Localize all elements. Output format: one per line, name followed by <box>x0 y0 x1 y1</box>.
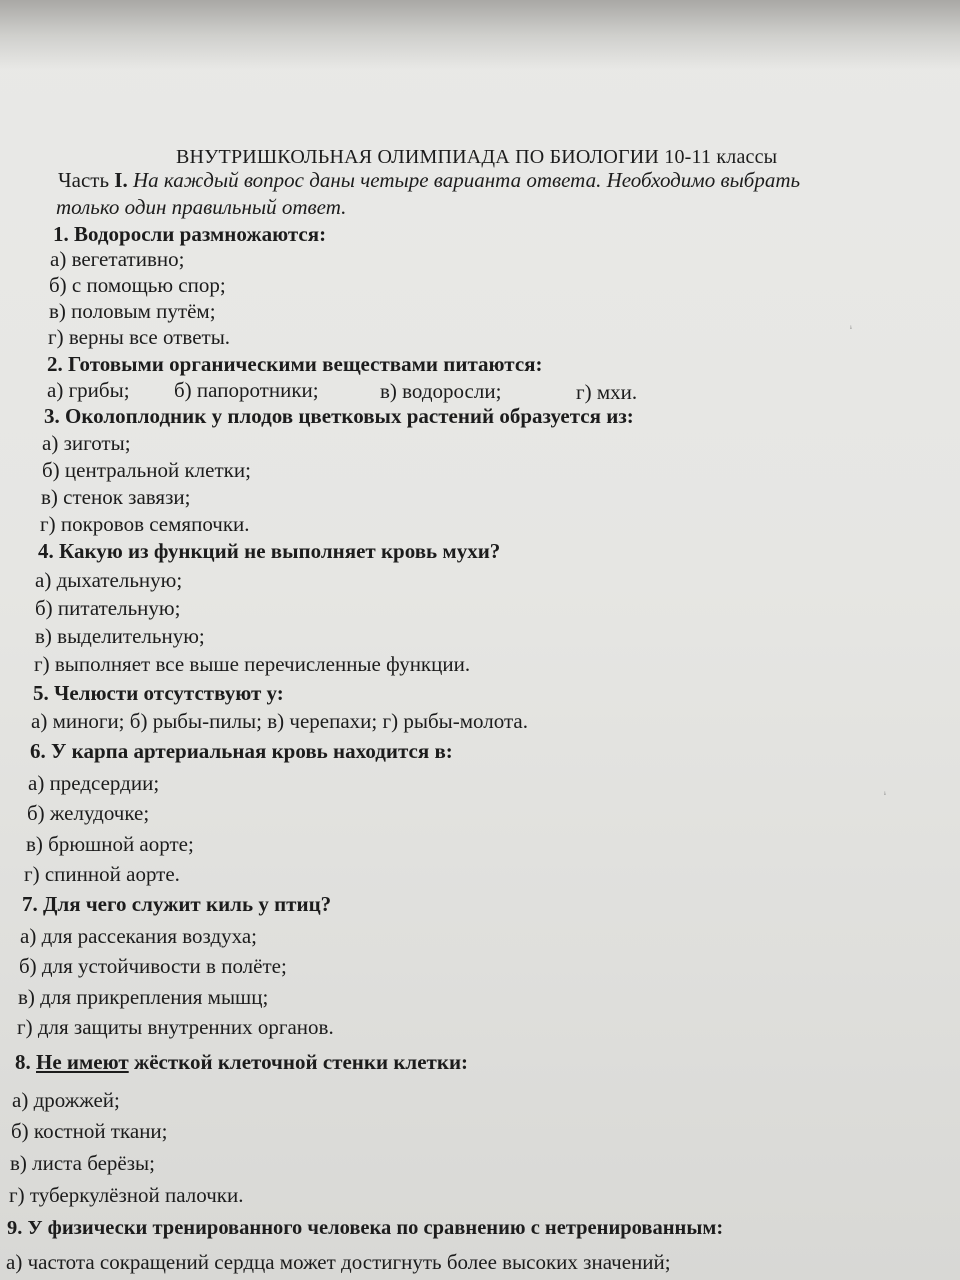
question-5: 5. Челюсти отсутствуют у: <box>33 681 284 705</box>
question-8-option-d: г) туберкулёзной палочки. <box>9 1183 244 1207</box>
question-8 <box>15 1052 468 1073</box>
question-8-underlined: Не имеют <box>36 1050 129 1074</box>
question-8-option-b: б) костной ткани; <box>11 1119 168 1143</box>
part-instruction-line-2: только один правильный ответ. <box>56 195 347 219</box>
question-2: 2. Готовыми органическими веществами питаются: <box>47 352 543 376</box>
question-6-option-c: в) брюшной аорте; <box>26 832 194 856</box>
question-6-option-d: г) спинной аорте. <box>24 862 180 886</box>
question-8-option-a: а) дрожжей; <box>12 1088 120 1112</box>
question-7-option-a: а) для рассекания воздуха; <box>20 924 258 948</box>
question-2-option-a: а) грибы; <box>47 378 130 402</box>
question-9: 9. У физически тренированного человека по сравнению с нетренированным: <box>7 1217 724 1239</box>
question-4-option-a: а) дыхательную; <box>35 568 183 592</box>
question-2-option-c: в) водоросли; <box>380 379 502 403</box>
question-3: 3. Околоплодник у плодов цветковых растений образуется из: <box>44 404 634 428</box>
page-title: ВНУТРИШКОЛЬНАЯ ОЛИМПИАДА ПО БИОЛОГИИ 10-11 классы <box>176 146 778 168</box>
question-8-rest: жёсткой клеточной стенки клетки: <box>133 1050 469 1074</box>
question-3-option-c: в) стенок завязи; <box>41 485 191 509</box>
question-4-option-d: г) выполняет все выше перечисленные функции. <box>34 652 471 676</box>
part-instruction-text: На каждый вопрос даны четыре варианта ответа. Необходимо выбрать <box>132 168 801 192</box>
question-6-option-b: б) желудочке; <box>27 801 150 825</box>
question-1: 1. Водоросли размножаются: <box>53 222 327 246</box>
question-4-option-b: б) питательную; <box>35 596 181 620</box>
question-3-option-b: б) центральной клетки; <box>42 458 251 482</box>
question-8-number: 8. <box>15 1050 31 1074</box>
question-1-option-c: в) половым путём; <box>49 299 216 323</box>
paper-speck: ⁱ <box>884 790 886 800</box>
question-3-option-d: г) покровов семяпочки. <box>40 512 250 536</box>
paper-speck: ⁱ <box>850 324 852 334</box>
question-5-options: а) миноги; б) рыбы-пилы; в) черепахи; г) рыбы-молота. <box>31 709 528 733</box>
question-6-option-a: а) предсердии; <box>28 771 160 795</box>
question-1-option-d: г) верны все ответы. <box>48 325 231 349</box>
part-number: I. <box>114 168 128 192</box>
question-1-option-b: б) с помощью спор; <box>49 273 226 297</box>
question-4-option-c: в) выделительную; <box>35 624 205 648</box>
question-3-option-a: а) зиготы; <box>42 431 131 455</box>
question-7-option-b: б) для устойчивости в полёте; <box>19 954 287 978</box>
question-2-option-b: б) папоротники; <box>174 378 319 402</box>
question-7-option-d: г) для защиты внутренних органов. <box>17 1015 334 1039</box>
question-7: 7. Для чего служит киль у птиц? <box>22 892 332 916</box>
question-6: 6. У карпа артериальная кровь находится в: <box>30 739 453 763</box>
part-instruction-line-1 <box>58 170 800 191</box>
question-7-option-c: в) для прикрепления мышц; <box>18 985 269 1009</box>
part-label: Часть <box>58 168 110 192</box>
question-2-option-d: г) мхи. <box>576 380 638 404</box>
question-9-option-a: а) частота сокращений сердца может достигнуть более высоких значений; <box>6 1250 671 1274</box>
question-4: 4. Какую из функций не выполняет кровь мухи? <box>38 539 501 563</box>
question-8-option-c: в) листа берёзы; <box>10 1151 155 1175</box>
question-1-option-a: а) вегетативно; <box>50 247 185 271</box>
